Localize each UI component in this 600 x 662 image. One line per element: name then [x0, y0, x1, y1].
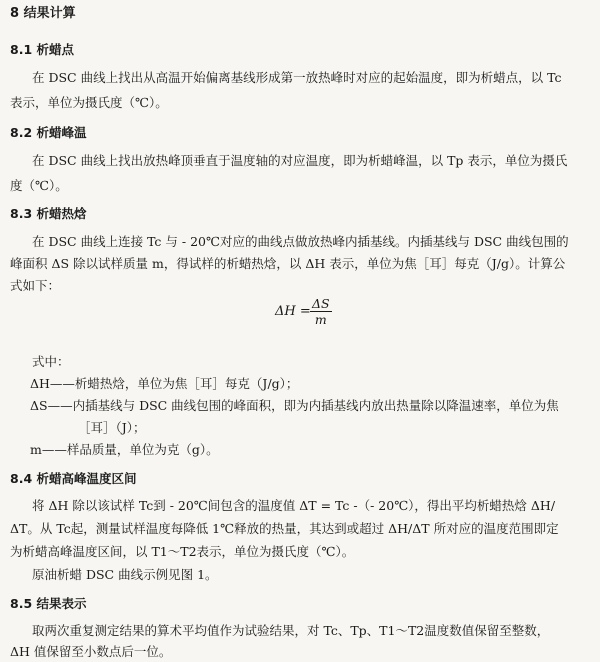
where-label: 式中：	[32, 354, 70, 369]
section-8-2-line-2: 度（℃）。	[10, 178, 68, 193]
section-8-3-line-2: 峰面积 ΔS 除以试样质量 m，得试样的析蜡热焓，以 ΔH 表示，单位为焦［耳］每克（J/g）。计算公	[10, 256, 566, 271]
section-8-3-line-3: 式如下：	[10, 278, 61, 293]
section-8-3-line-1: 在 DSC 曲线上连接 Tc 与 - 20℃对应的曲线点做放热峰内插基线。内插基线与 DSC 曲线包围的	[32, 234, 569, 249]
section-8-2-line-1: 在 DSC 曲线上找出放热峰顶垂直于温度轴的对应温度，即为析蜡峰温，以 Tp 表示，单位为摄氏	[32, 153, 568, 168]
section-8-4-heading: 8.4 析蜡高峰温度区间	[10, 471, 137, 486]
section-8-3-heading: 8.3 析蜡热焓	[10, 206, 87, 221]
formula-fraction	[310, 296, 332, 327]
def-delta-s: ΔS——内插基线与 DSC 曲线包围的峰面积，即为内插基线内放出热量除以降温速率，单位为焦	[30, 398, 559, 413]
section-8-4-line-2: ΔT。从 Tc起，测量试样温度每降低 1℃释放的热量，其达到或超过 ΔH/ΔT 所对应的温度范围即定	[10, 521, 559, 536]
section-8-5-heading: 8.5 结果表示	[10, 596, 87, 611]
formula-numerator: ΔS	[312, 296, 330, 311]
section-8-4-line-1: 将 ΔH 除以该试样 Tc到 - 20℃间包含的温度值 ΔT = Tc -（- 20℃），得出平均析蜡热焓 ΔH/	[32, 498, 556, 513]
formula-lhs: ΔH =	[275, 304, 311, 319]
def-m: m——样品质量，单位为克（g）。	[30, 442, 219, 457]
formula-denominator: m	[314, 312, 327, 327]
def-delta-s-cont: ［耳］（J）；	[78, 420, 146, 435]
section-8-heading: 8 结果计算	[10, 6, 76, 21]
def-delta-h: ΔH——析蜡热焓，单位为焦［耳］每克（J/g）；	[30, 376, 299, 391]
section-8-5-line-1: 取两次重复测定结果的算术平均值作为试验结果，对 Tc、Tp、T1～T2温度数值保留至整数，	[32, 623, 550, 638]
section-8-1-heading: 8.1 析蜡点	[10, 42, 74, 57]
section-8-1-line-2: 表示，单位为摄氏度（℃）。	[10, 95, 168, 110]
section-8-1-line-1: 在 DSC 曲线上找出从高温开始偏离基线形成第一放热峰时对应的起始温度，即为析蜡点，以 Tc	[32, 70, 562, 85]
section-8-5-line-2: ΔH 值保留至小数点后一位。	[10, 644, 172, 659]
section-8-4-line-3: 为析蜡高峰温度区间，以 T1～T2表示，单位为摄氏度（℃）。	[10, 544, 355, 559]
section-8-4-line-4: 原油析蜡 DSC 曲线示例见图 1。	[32, 567, 218, 582]
section-8-2-heading: 8.2 析蜡峰温	[10, 125, 87, 140]
